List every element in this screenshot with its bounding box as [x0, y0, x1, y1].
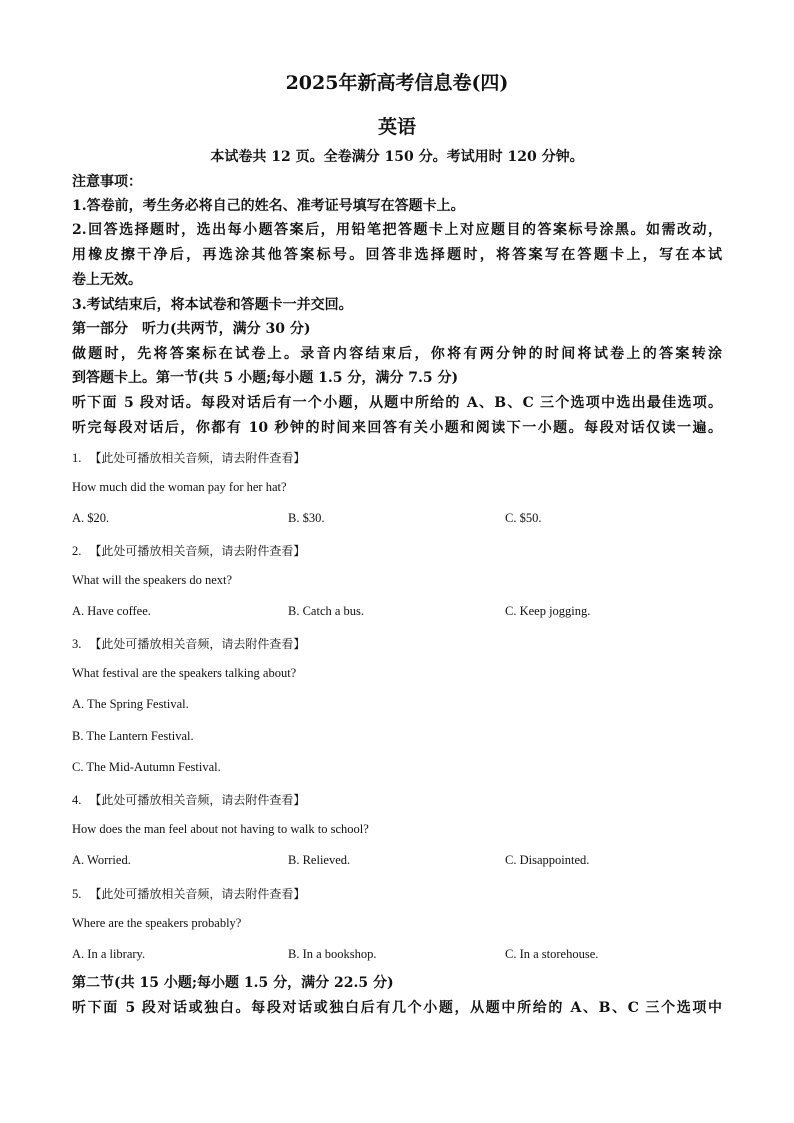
- section2-heading: 第二节(共 15 小题;每小题 1.5 分，满分 22.5 分): [72, 975, 394, 991]
- question-2-option-b: B. Catch a bus.: [288, 604, 365, 618]
- question-2-header: [72, 542, 305, 559]
- question-1-text: How much did the woman pay for her hat?: [72, 480, 287, 494]
- exam-intro: 本试卷共 12 页。全卷满分 150 分。考试用时 120 分钟。: [210, 149, 584, 165]
- part1-desc-line-1: 做题时，先将答案标在试卷上。录音内容结束后，你将有两分钟的时间将试卷上的答案转涂: [72, 346, 722, 362]
- question-1-option-b: B. $30.: [288, 511, 325, 525]
- question-number: 1.: [72, 451, 82, 465]
- notes-item-1: 1.答卷前，考生务必将自己的姓名、准考证号填写在答题卡上。: [72, 198, 465, 214]
- audio-placeholder-tag[interactable]: 【此处可播放相关音频，请去附件查看】: [89, 451, 306, 465]
- notes-item-2-line-1: 2.回答选择题时，选出每小题答案后，用铅笔把答题卡上对应题目的答案标号涂黑。如需改动，: [72, 222, 722, 238]
- part1-instruction-line-1: 听下面 5 段对话。每段对话后有一个小题，从题中所给的 A、B、C 三个选项中选出最佳选项。: [72, 395, 722, 411]
- question-4-text: How does the man feel about not having to walk to school?: [72, 822, 369, 836]
- notes-item-2-line-3: 卷上无效。: [72, 272, 142, 288]
- subject-heading: 英语: [377, 116, 416, 138]
- question-3-option-c: C. The Mid-Autumn Festival.: [72, 760, 221, 774]
- audio-placeholder-tag[interactable]: 【此处可播放相关音频，请去附件查看】: [89, 793, 306, 807]
- section2-instruction-line-1: 听下面 5 段对话或独白。每段对话或独白后有几个小题，从题中所给的 A、B、C 三个选项中: [72, 1000, 722, 1016]
- part1-heading: 第一部分 听力(共两节，满分 30 分): [72, 321, 311, 337]
- question-1-header: [72, 449, 305, 466]
- question-number: 2.: [72, 544, 82, 558]
- question-5-header: [72, 885, 305, 902]
- audio-placeholder-tag[interactable]: 【此处可播放相关音频，请去附件查看】: [89, 544, 306, 558]
- question-1-option-a: A. $20.: [72, 511, 110, 525]
- question-2-option-a: A. Have coffee.: [72, 604, 151, 618]
- question-3-option-b: B. The Lantern Festival.: [72, 729, 194, 743]
- audio-placeholder-tag[interactable]: 【此处可播放相关音频，请去附件查看】: [89, 637, 306, 651]
- question-3-text: What festival are the speakers talking about?: [72, 666, 297, 680]
- question-4-option-a: A. Worried.: [72, 853, 131, 867]
- part1-instruction-line-2: 听完每段对话后，你都有 10 秒钟的时间来回答有关小题和阅读下一小题。每段对话仅读一遍。: [72, 420, 722, 436]
- question-5-text: Where are the speakers probably?: [72, 916, 242, 930]
- audio-placeholder-tag[interactable]: 【此处可播放相关音频，请去附件查看】: [89, 887, 306, 901]
- question-3-option-a: A. The Spring Festival.: [72, 697, 189, 711]
- question-2-text: What will the speakers do next?: [72, 573, 233, 587]
- question-5-option-c: C. In a storehouse.: [505, 947, 599, 961]
- notes-heading: 注意事项：: [72, 174, 142, 190]
- notes-item-2-line-2: 用橡皮擦干净后，再选涂其他答案标号。回答非选择题时，将答案写在答题卡上，写在本试: [72, 247, 722, 263]
- question-number: 4.: [72, 793, 82, 807]
- question-number: 5.: [72, 887, 82, 901]
- question-5-option-b: B. In a bookshop.: [288, 947, 377, 961]
- question-5-option-a: A. In a library.: [72, 947, 146, 961]
- exam-title: 2025年新高考信息卷(四): [285, 72, 509, 94]
- part1-desc-line-2: 到答题卡上。第一节(共 5 小题;每小题 1.5 分，满分 7.5 分): [72, 370, 459, 386]
- question-4-option-b: B. Relieved.: [288, 853, 351, 867]
- question-3-header: [72, 635, 305, 652]
- question-4-option-c: C. Disappointed.: [505, 853, 590, 867]
- question-4-header: [72, 791, 305, 808]
- question-1-option-c: C. $50.: [505, 511, 542, 525]
- question-2-option-c: C. Keep jogging.: [505, 604, 591, 618]
- notes-item-3: 3.考试结束后，将本试卷和答题卡一并交回。: [72, 297, 353, 313]
- question-number: 3.: [72, 637, 82, 651]
